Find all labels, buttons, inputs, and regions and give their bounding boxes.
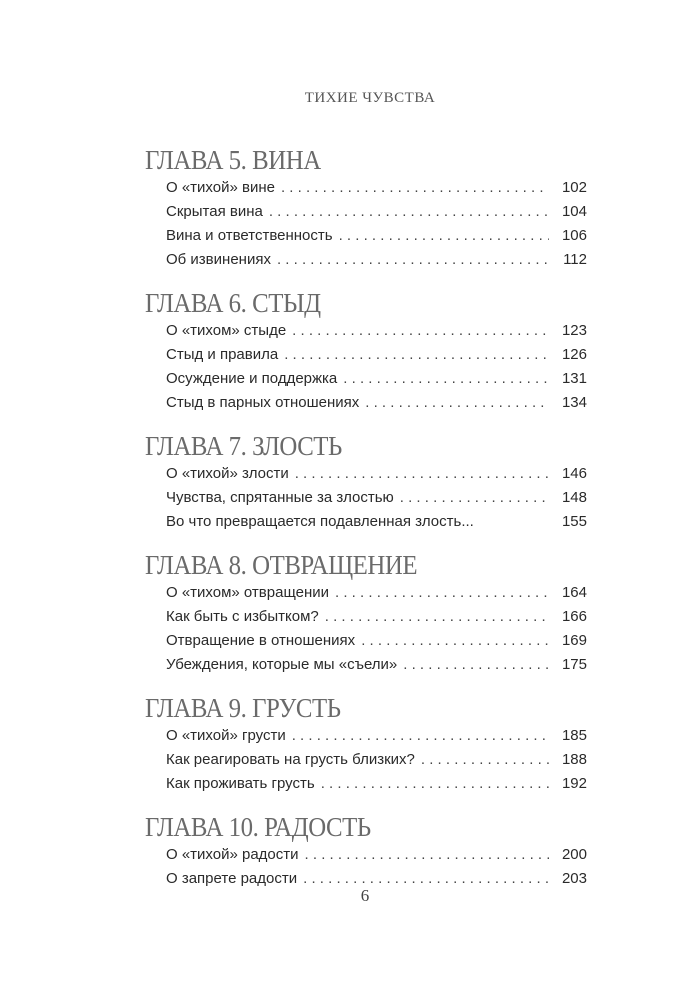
dot-leader: [421, 748, 549, 772]
entry-page: 155: [561, 513, 587, 530]
dot-leader: [365, 391, 549, 415]
dot-leader: [281, 176, 549, 200]
entry-label: О «тихой» злости: [166, 465, 289, 482]
dot-leader: [361, 629, 549, 653]
toc-entry: [145, 486, 587, 510]
toc-entry: [145, 772, 587, 796]
entry-page: 126: [561, 346, 587, 363]
entry-page: 134: [561, 394, 587, 411]
toc-entry: [145, 581, 587, 605]
entry-label: О «тихом» стыде: [166, 322, 287, 339]
toc-entry: [145, 510, 587, 534]
entry-page: 112: [563, 251, 587, 268]
entry-label: О «тихой» грусти: [166, 727, 286, 744]
toc-entry: [145, 748, 587, 772]
entry-label: Во что превращается подавленная злость...: [166, 513, 474, 530]
toc-entry: [145, 391, 587, 415]
dot-leader: [292, 724, 549, 748]
entry-page: 123: [561, 322, 587, 339]
chapter-section: [145, 428, 587, 534]
entry-page: 192: [561, 775, 587, 792]
entry-label: Вина и ответственность: [166, 227, 333, 244]
entry-page: 106: [561, 227, 587, 244]
entry-label: Отвращение в отношениях: [166, 632, 356, 649]
chapter-title: ГЛАВА 10. РАДОСТЬ: [145, 812, 371, 842]
toc-entry: [145, 653, 587, 677]
entry-page: 203: [561, 870, 587, 887]
entry-page: 185: [561, 727, 587, 744]
entry-label: Как реагировать на грусть близких?: [166, 751, 415, 768]
chapter-section: [145, 809, 587, 891]
entry-page: 146: [561, 465, 587, 482]
entry-label: Как быть с избытком?: [166, 608, 319, 625]
chapter-title: ГЛАВА 7. ЗЛОСТЬ: [145, 431, 342, 461]
toc-entry: [145, 248, 587, 272]
entry-page: 175: [561, 656, 587, 673]
dot-leader: [321, 772, 549, 796]
entry-label: Осуждение и поддержка: [166, 370, 338, 387]
entry-page: 188: [561, 751, 587, 768]
entry-page: 102: [561, 179, 587, 196]
toc-entry: [145, 724, 587, 748]
entry-page: 104: [561, 203, 587, 220]
page-number: 6: [360, 886, 370, 905]
entry-page: 148: [561, 489, 587, 506]
entry-page: 169: [561, 632, 587, 649]
dot-leader: [269, 200, 549, 224]
dot-leader: [284, 343, 549, 367]
entry-label: О «тихой» радости: [166, 846, 299, 863]
dot-leader: [295, 462, 549, 486]
entry-label: О «тихом» отвращении: [166, 584, 330, 601]
dot-leader: [400, 486, 549, 510]
chapter-title: ГЛАВА 5. ВИНА: [145, 145, 321, 175]
toc-entry: [145, 200, 587, 224]
toc-entry: [145, 367, 587, 391]
chapter-title: ГЛАВА 6. СТЫД: [145, 288, 321, 318]
entry-label: Скрытая вина: [166, 203, 263, 220]
entry-label: Чувства, спрятанные за злостью: [166, 489, 394, 506]
chapter-title: ГЛАВА 8. ОТВРАЩЕНИЕ: [145, 550, 418, 580]
dot-leader: [403, 653, 549, 677]
chapter-section: [145, 142, 587, 272]
entry-label: Стыд и правила: [166, 346, 279, 363]
entry-page: 131: [561, 370, 587, 387]
entry-page: 166: [561, 608, 587, 625]
toc-entry: [145, 629, 587, 653]
toc-entry: [145, 224, 587, 248]
dot-leader: [305, 843, 549, 867]
toc-entry: [145, 319, 587, 343]
dot-leader: [325, 605, 549, 629]
toc-entry: [145, 462, 587, 486]
entry-label: О «тихой» вине: [166, 179, 275, 196]
toc-entry: [145, 605, 587, 629]
dot-leader: [335, 581, 549, 605]
entry-page: 164: [561, 584, 587, 601]
dot-leader: [292, 319, 549, 343]
entry-label: Об извинениях: [166, 251, 271, 268]
entry-label: Убеждения, которые мы «съели»: [166, 656, 398, 673]
toc-entry: [145, 843, 587, 867]
dot-leader: [277, 248, 549, 272]
running-head: ТИХИЕ ЧУВСТВА: [304, 90, 436, 106]
entry-label: Стыд в парных отношениях: [166, 394, 360, 411]
dot-leader: [343, 367, 549, 391]
dot-leader: [339, 224, 549, 248]
entry-label: О запрете радости: [166, 870, 298, 887]
toc-entry: [145, 176, 587, 200]
table-of-contents: [145, 142, 587, 904]
chapter-title: ГЛАВА 9. ГРУСТЬ: [145, 693, 341, 723]
chapter-section: [145, 547, 587, 677]
toc-entry: [145, 343, 587, 367]
chapter-section: [145, 285, 587, 415]
entry-page: 200: [561, 846, 587, 863]
chapter-section: [145, 690, 587, 796]
entry-label: Как проживать грусть: [166, 775, 315, 792]
